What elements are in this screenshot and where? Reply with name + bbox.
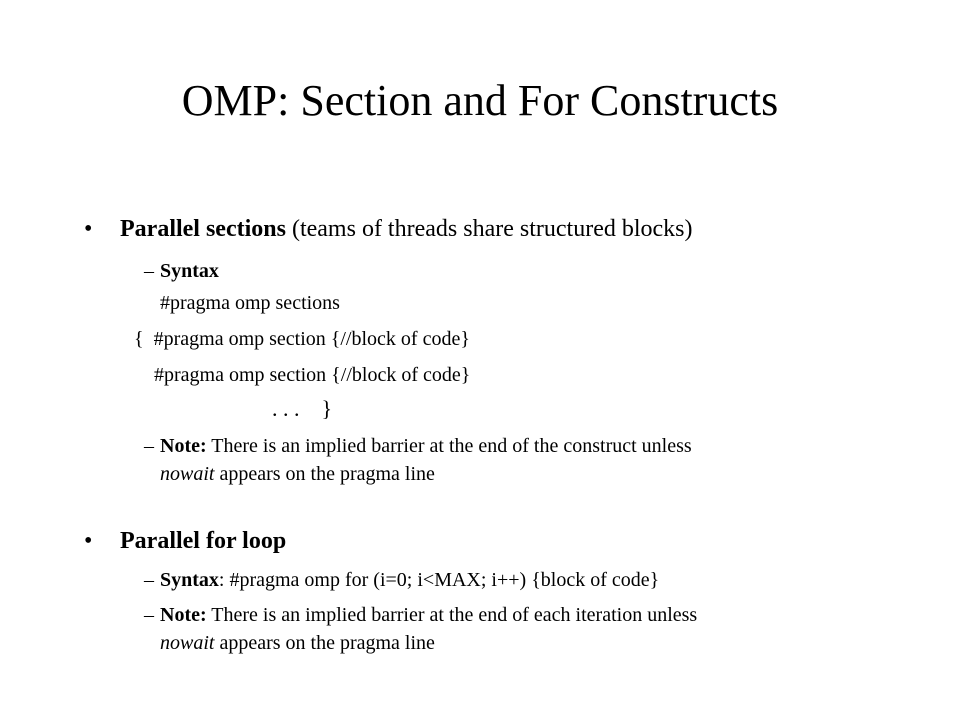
bullet-marker: •: [84, 216, 93, 242]
nowait-keyword: nowait: [160, 463, 215, 485]
sections-note-continuation: [160, 462, 435, 486]
note-label: Note:: [160, 604, 207, 626]
note-continuation-text: appears on the pragma line: [214, 463, 435, 485]
for-note-text: [160, 603, 697, 627]
syntax-body: : #pragma omp for (i=0; i<MAX; i++) {block of code}: [218, 569, 660, 591]
dash-marker: –: [144, 569, 154, 591]
dash-marker: –: [144, 604, 154, 626]
bullet-heading: Parallel for loop: [120, 528, 287, 554]
sections-note-text: [160, 434, 692, 458]
note-label: Note:: [160, 435, 207, 457]
slide-title: OMP: Section and For Constructs: [181, 76, 779, 125]
nowait-keyword: nowait: [160, 632, 215, 654]
dash-marker: –: [144, 435, 154, 457]
bullet-text: [120, 214, 693, 244]
note-body: There is an implied barrier at the end of the construct unless: [206, 435, 692, 457]
dash-marker: –: [144, 260, 154, 282]
bullet-heading: Parallel sections: [120, 216, 286, 242]
bullet-marker: •: [84, 528, 93, 554]
bullet-heading-detail: (teams of threads share structured blocks): [285, 216, 693, 242]
note-body: There is an implied barrier at the end of each iteration unless: [206, 604, 698, 626]
code-line: . . . }: [272, 396, 333, 421]
code-line: #pragma omp sections: [160, 292, 340, 314]
for-syntax-text: [160, 568, 659, 592]
syntax-label: Syntax: [160, 569, 219, 591]
code-line: #pragma omp section {//block of code}: [134, 364, 471, 386]
note-continuation-text: appears on the pragma line: [214, 632, 435, 654]
for-note-continuation: [160, 631, 435, 655]
code-line: { #pragma omp section {//block of code}: [134, 328, 470, 350]
sections-syntax-label: Syntax: [160, 260, 219, 282]
